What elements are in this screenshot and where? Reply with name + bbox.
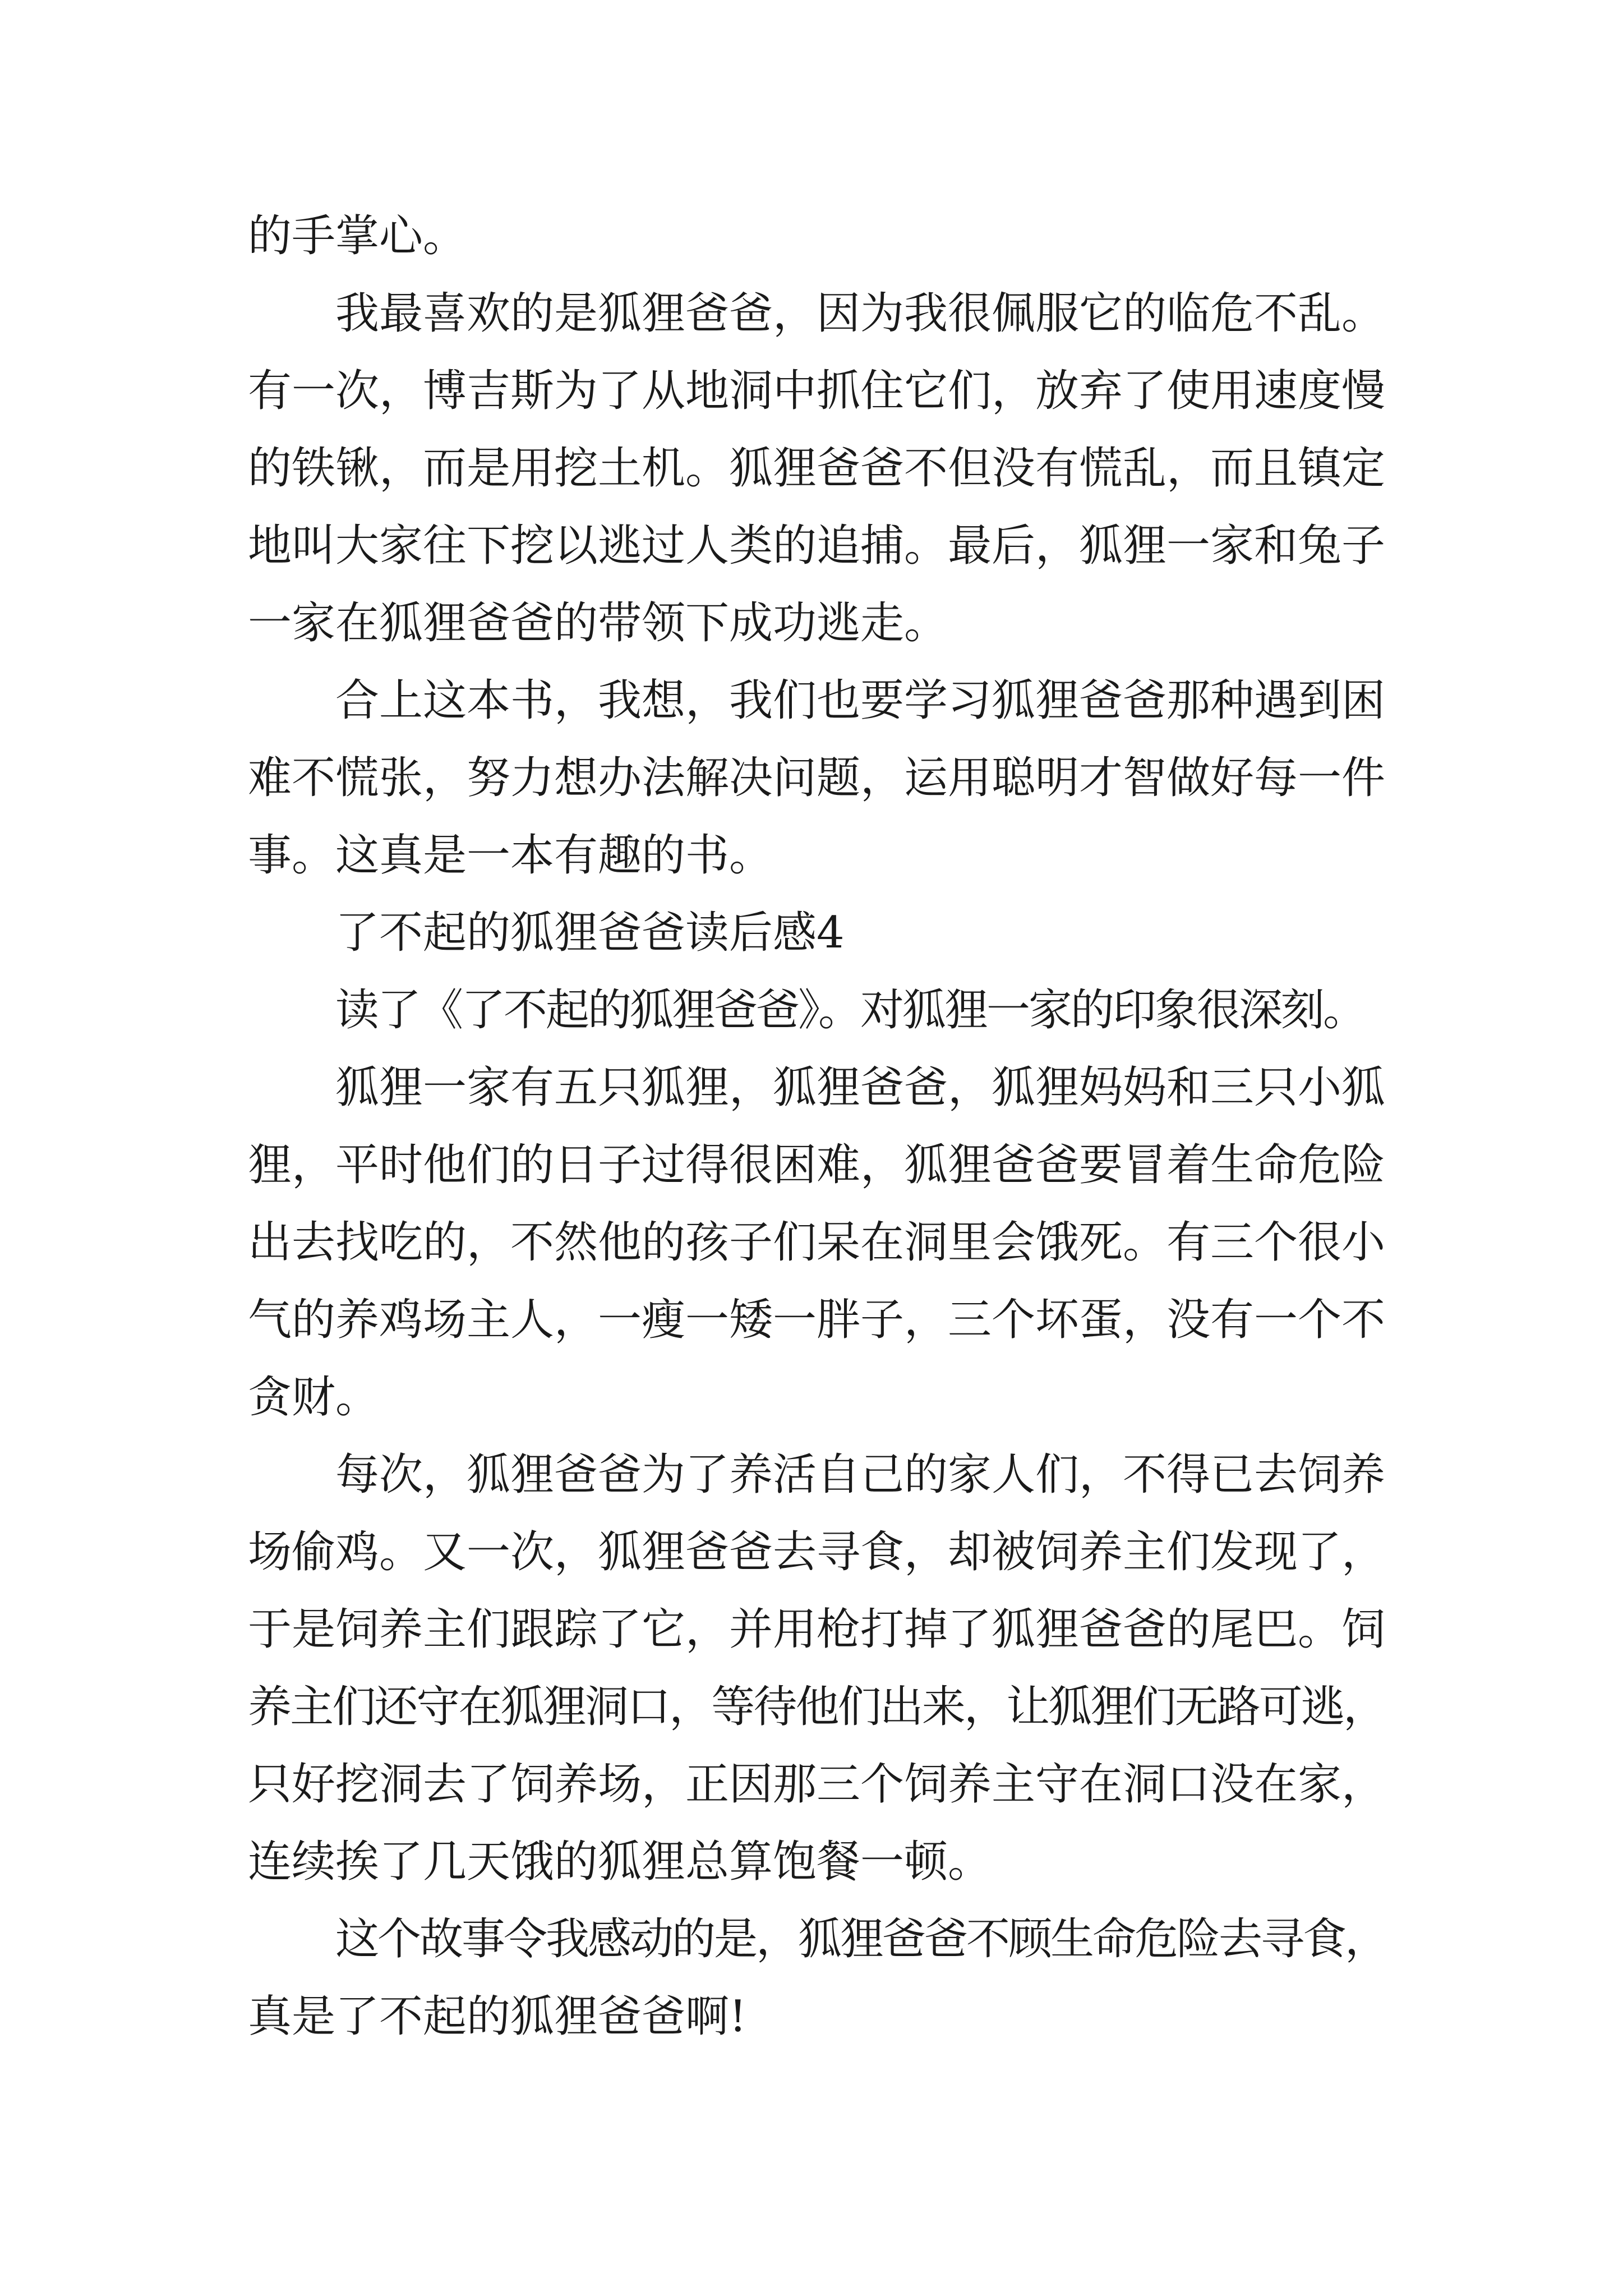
text-line: 一家在狐狸爸爸的带领下成功逃走。	[248, 598, 948, 648]
text-line: 贪财。	[248, 1372, 380, 1423]
text-line: 这个故事令我感动的是，狐狸爸爸不顾生命危险去寻食，	[335, 1914, 1387, 1964]
heading-line: 了不起的狐狸爸爸读后感4	[335, 908, 845, 958]
text-line: 场偷鸡。又一次，狐狸爸爸去寻食，却被饲养主们发现了，	[248, 1527, 1386, 1577]
text-line: 真是了不起的狐狸爸爸啊!	[248, 1991, 747, 2042]
text-line: 每次，狐狸爸爸为了养活自己的家人们，不得已去饲养	[335, 1450, 1386, 1500]
text-line: 于是饲养主们跟踪了它，并用枪打掉了狐狸爸爸的尾巴。饲	[248, 1604, 1386, 1655]
paragraph	[248, 1436, 1385, 1901]
paragraph	[248, 972, 1385, 1049]
text-line: 连续挨了几天饿的狐狸总算饱餐一顿。	[248, 1837, 992, 1887]
text-line: 合上这本书，我想，我们也要学习狐狸爸爸那种遇到困	[335, 675, 1386, 726]
paragraph-continued	[248, 197, 1385, 275]
text-line: 狐狸一家有五只狐狸，狐狸爸爸，狐狸妈妈和三只小狐	[335, 1062, 1386, 1113]
text-line: 难不慌张，努力想办法解决问题，运用聪明才智做好每一件	[248, 753, 1386, 803]
paragraph	[248, 1901, 1385, 2055]
text-line: 读了《了不起的狐狸爸爸》。对狐狸一家的印象很深刻。	[335, 985, 1366, 1036]
text-line: 只好挖洞去了饲养场，正因那三个饲养主守在洞口没在家，	[248, 1759, 1386, 1810]
text-line: 狸，平时他们的日子过得很困难，狐狸爸爸要冒着生命危险	[248, 1140, 1386, 1190]
text-line: 的铁锹，而是用挖土机。狐狸爸爸不但没有慌乱，而且镇定	[248, 443, 1386, 494]
text-line: 事。这真是一本有趣的书。	[248, 830, 773, 881]
paragraph	[248, 275, 1385, 662]
text-line: 有一次，博吉斯为了从地洞中抓住它们，放弃了使用速度慢	[248, 366, 1386, 416]
paragraph	[248, 662, 1385, 894]
text-line: 气的养鸡场主人，一瘦一矮一胖子，三个坏蛋，没有一个不	[248, 1295, 1386, 1345]
text-line: 养主们还守在狐狸洞口，等待他们出来，让狐狸们无路可逃，	[248, 1682, 1385, 1732]
paragraph	[248, 1049, 1385, 1436]
text-line: 地叫大家往下挖以逃过人类的追捕。最后，狐狸一家和兔子	[248, 521, 1386, 571]
text-line: 出去找吃的，不然他的孩子们呆在洞里会饿死。有三个很小	[248, 1217, 1386, 1268]
text-line: 我最喜欢的是狐狸爸爸，因为我很佩服它的临危不乱。	[335, 288, 1386, 339]
document-body	[248, 197, 1385, 2055]
section-heading	[248, 894, 1385, 972]
text-line: 的手掌心。	[248, 211, 467, 261]
